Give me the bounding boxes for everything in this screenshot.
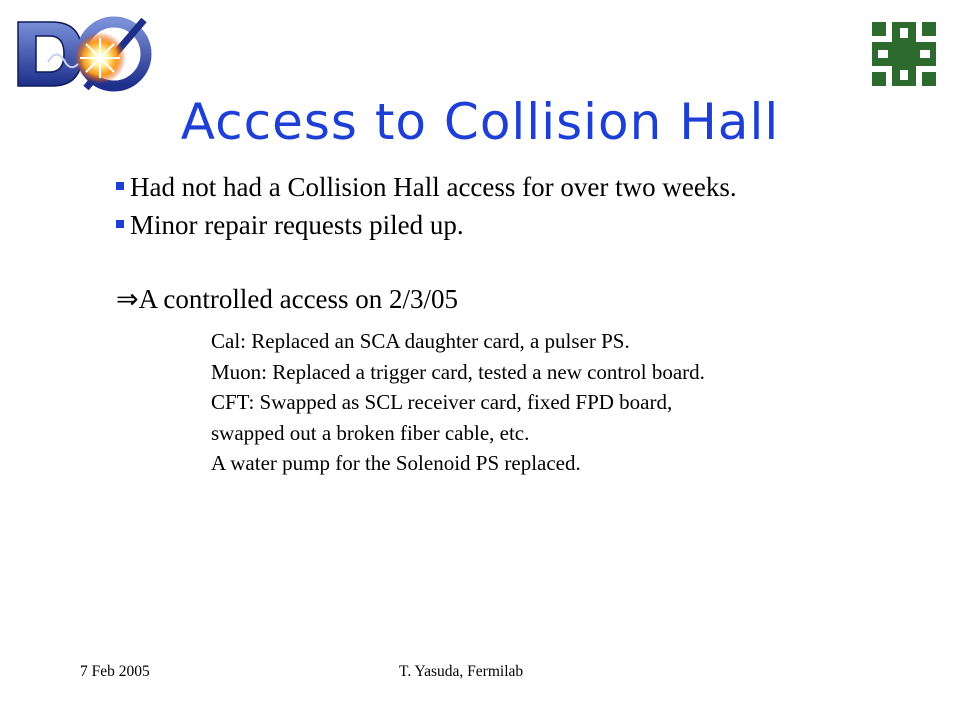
detail-line: Cal: Replaced an SCA daughter card, a pulser PS. — [211, 329, 630, 353]
bullet-list — [116, 168, 936, 244]
square-bullet-icon — [116, 182, 124, 190]
result-text: A controlled access on 2/3/05 — [138, 284, 459, 314]
detail-line: A water pump for the Solenoid PS replaced. — [211, 451, 581, 475]
fermilab-logo — [868, 18, 940, 90]
arrow-icon: ⇒ — [116, 284, 139, 314]
bullet-item — [116, 206, 936, 244]
bullet-item — [116, 168, 936, 206]
detail-line: CFT: Swapped as SCL receiver card, fixed FPD board, — [211, 390, 673, 414]
footer-date: 7 Feb 2005 — [80, 663, 150, 680]
bullet-text: Minor repair requests piled up. — [130, 210, 464, 240]
result-line — [116, 280, 458, 318]
fermilab-logo-icon — [868, 18, 940, 90]
detail-list — [211, 326, 931, 479]
footer-author: T. Yasuda, Fermilab — [399, 663, 524, 680]
bullet-text: Had not had a Collision Hall access for over two weeks. — [130, 172, 737, 202]
detail-line: swapped out a broken fiber cable, etc. — [211, 420, 530, 445]
detail-line: Muon: Replaced a trigger card, tested a new control board. — [211, 359, 705, 384]
square-bullet-icon — [116, 220, 124, 228]
slide-title: Access to Collision Hall — [180, 93, 780, 151]
